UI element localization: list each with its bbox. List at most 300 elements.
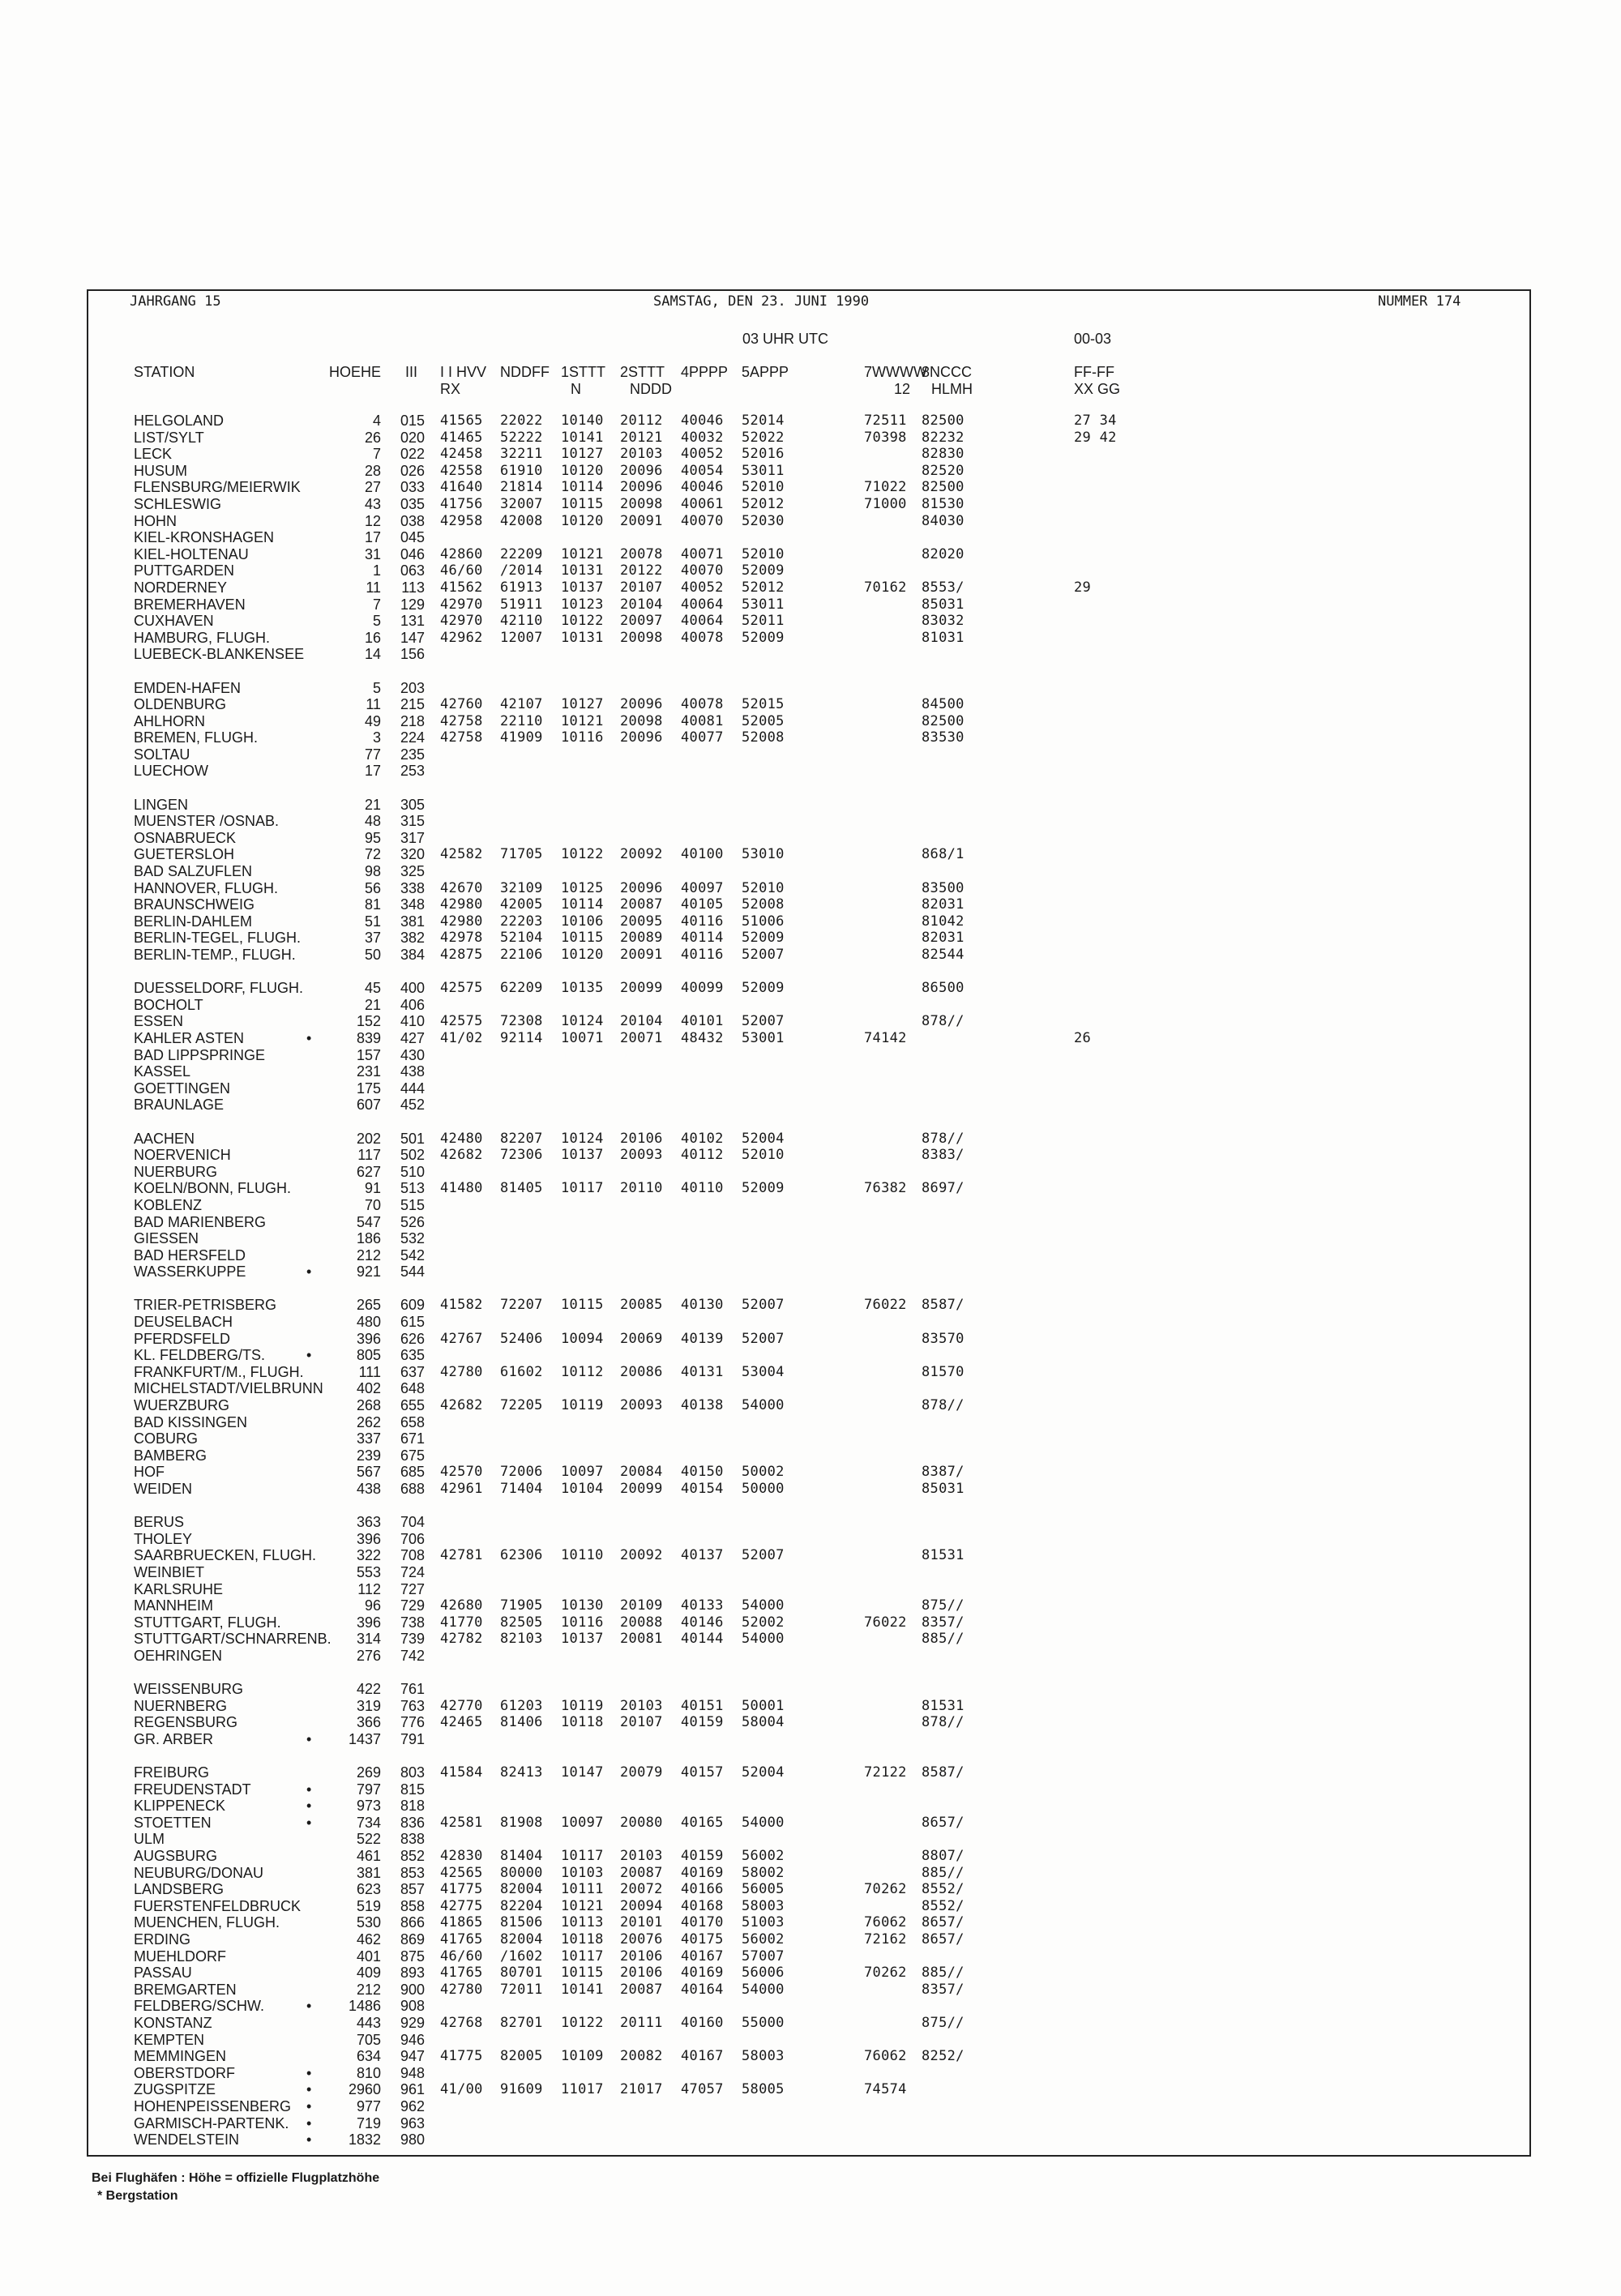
group-gust-value (1074, 1013, 1117, 1030)
station-name: KL. FELDBERG/TS. (134, 1347, 266, 1364)
group-cloud-value: 8552/ (922, 1881, 964, 1898)
station-name: HELGOLAND (134, 413, 225, 429)
group-nddff-value (500, 1047, 543, 1064)
group-cloud-value: 885// (922, 1965, 964, 1982)
group-1-value: 42670 (440, 879, 483, 896)
station-elevation: 16 (364, 629, 381, 646)
station-name: NUERBURG (134, 1163, 218, 1180)
group-spacer (384, 780, 425, 797)
group-nddff-value (500, 1197, 543, 1214)
station-name: STUTTGART/SCHNARRENB. (134, 1631, 331, 1648)
station-index: 325 (400, 863, 425, 880)
mountain-station-marker (306, 1597, 318, 1614)
group-weather-value (864, 863, 907, 880)
group-cloud-value (922, 2098, 964, 2115)
group-nddff-value (500, 1063, 543, 1080)
group-temperature-value: 10131 (561, 562, 604, 579)
mountain-station-marker (306, 830, 318, 847)
group-temperature-value: 10104 (561, 1481, 604, 1497)
station-name: HAMBURG, FLUGH. (134, 629, 271, 646)
group-nddff-value: 72207 (500, 1297, 543, 1314)
group-temperature-value (561, 746, 604, 763)
group-weather-value (864, 763, 907, 780)
station-name: PFERDSFELD (134, 1330, 231, 1347)
group-temperature-value (561, 1314, 604, 1331)
group-gust-value (1074, 1197, 1117, 1214)
group-gust-value (1074, 1263, 1117, 1281)
group-dewpoint-value (620, 1164, 663, 1181)
group-dewpoint-value: 20098 (620, 629, 663, 646)
group-temperature-value (561, 1731, 604, 1748)
group-tendency-value: 50002 (742, 1464, 785, 1481)
station-elevation: 734 (356, 1814, 381, 1831)
group-gust-value (1074, 1597, 1117, 1614)
group-weather-value (864, 1581, 907, 1598)
station-elevation: 70 (364, 1196, 381, 1213)
group-pressure-value (681, 1531, 724, 1548)
group-gust-value (1074, 1731, 1117, 1748)
station-index: 738 (400, 1614, 425, 1631)
station-elevation: 26 (364, 429, 381, 446)
mountain-station-marker (306, 863, 318, 880)
group-tendency-value: 58003 (742, 1897, 785, 1914)
group-spacer (500, 1665, 543, 1682)
group-1-value: 42970 (440, 596, 483, 613)
station-name: BREMEN, FLUGH. (134, 729, 259, 746)
group-1-value (440, 1447, 483, 1464)
station-elevation: 363 (356, 1514, 381, 1531)
group-pressure-value: 40061 (681, 495, 724, 512)
group-gust-value (1074, 646, 1117, 663)
group-nddff-value (500, 1681, 543, 1698)
group-weather-value (864, 997, 907, 1014)
group-temperature-value: 10116 (561, 729, 604, 746)
group-1-value: 42680 (440, 1597, 483, 1614)
time-label: 03 UHR UTC (742, 331, 829, 347)
station-elevation: 3 (372, 729, 381, 746)
station-name: SAARBRUECKEN, FLUGH. (134, 1547, 317, 1564)
group-temperature-value (561, 1380, 604, 1397)
group-gust-value (1074, 630, 1117, 647)
group-weather-value (864, 1080, 907, 1097)
station-name: PUTTGARDEN (134, 562, 235, 579)
group-nddff-value (500, 863, 543, 880)
group-cloud-value (922, 1681, 964, 1698)
group-tendency-value (742, 1831, 785, 1848)
group-pressure-value (681, 680, 724, 697)
station-index: 704 (400, 1514, 425, 1531)
group-spacer (742, 1281, 785, 1298)
group-temperature-value: 10120 (561, 512, 604, 529)
group-tendency-value (742, 1648, 785, 1665)
group-tendency-value: 52004 (742, 1764, 785, 1781)
group-pressure-value: 40133 (681, 1597, 724, 1614)
group-gust-value (1074, 1397, 1117, 1414)
group-spacer (384, 1748, 425, 1765)
station-name: STOETTEN (134, 1814, 212, 1831)
station-elevation: 269 (356, 1764, 381, 1781)
group-nddff-value (500, 2065, 543, 2082)
group-tendency-value: 52012 (742, 495, 785, 512)
station-index: 946 (400, 2031, 425, 2048)
group-nddff-value: 81405 (500, 1180, 543, 1197)
group-nddff-value: 91609 (500, 2081, 543, 2098)
group-1-value (440, 1263, 483, 1281)
group-pressure-value: 40099 (681, 980, 724, 997)
group-weather-value (864, 2131, 907, 2148)
group-temperature-value: 10125 (561, 879, 604, 896)
station-name: KOELN/BONN, FLUGH. (134, 1180, 292, 1197)
station-index: 637 (400, 1363, 425, 1380)
station-name: NUERNBERG (134, 1697, 228, 1714)
group-dewpoint-value (620, 2098, 663, 2115)
group-1-value: 42978 (440, 930, 483, 947)
group-tendency-value: 52014 (742, 413, 785, 429)
group-pressure-value: 40032 (681, 429, 724, 446)
group-weather-value (864, 1364, 907, 1381)
group-temperature-value: 10121 (561, 712, 604, 729)
station-elevation: 17 (364, 763, 381, 780)
group-1-value: 41775 (440, 2048, 483, 2065)
group-weather-value (864, 2115, 907, 2132)
station-elevation: 186 (356, 1230, 381, 1247)
station-elevation: 627 (356, 1163, 381, 1180)
nddff-column (500, 413, 543, 2148)
mountain-station-marker (306, 1948, 318, 1965)
group-spacer (864, 1498, 907, 1515)
station-index: 129 (400, 596, 425, 613)
group-1-value: 41775 (440, 1881, 483, 1898)
group-gust-value (1074, 1998, 1117, 2015)
group-spacer (922, 780, 964, 797)
station-index: 131 (400, 613, 425, 630)
group-nddff-value: 22106 (500, 947, 543, 963)
station-index: 866 (400, 1914, 425, 1931)
group-1-value (440, 746, 483, 763)
group-gust-value (1074, 2015, 1117, 2032)
group-pressure-value (681, 1998, 724, 2015)
group-pressure-value (681, 1681, 724, 1698)
group-tendency-value (742, 1414, 785, 1431)
station-elevation: 553 (356, 1563, 381, 1580)
station-index: 727 (400, 1580, 425, 1597)
group-temperature-value (561, 863, 604, 880)
station-elevation: 319 (356, 1697, 381, 1714)
group-tendency-value (742, 1380, 785, 1397)
group-weather-value (864, 1648, 907, 1665)
group-dewpoint-value: 20109 (620, 1597, 663, 1614)
station-name: FELDBERG/SCHW. (134, 1998, 265, 2015)
group-tendency-value (742, 746, 785, 763)
group-nddff-value: 82505 (500, 1614, 543, 1631)
group-gust-value (1074, 797, 1117, 814)
station-index: 063 (400, 562, 425, 579)
station-elevation: 2960 (348, 2081, 381, 2098)
station-index: 510 (400, 1163, 425, 1180)
group-weather-value (864, 1564, 907, 1581)
group-dewpoint-value (620, 1648, 663, 1665)
group-nddff-value: 61203 (500, 1697, 543, 1714)
group-pressure-value (681, 997, 724, 1014)
mountain-station-marker (306, 546, 318, 563)
group-tendency-value (742, 1314, 785, 1331)
group-tendency-value: 58003 (742, 2048, 785, 2065)
station-name: BAD LIPPSPRINGE (134, 1046, 266, 1063)
group-temperature-value: 10135 (561, 980, 604, 997)
group-1-value (440, 1648, 483, 1665)
group-pressure-value: 40150 (681, 1464, 724, 1481)
station-elevation: 7 (372, 596, 381, 613)
group-cloud-value: 8657/ (922, 1914, 964, 1931)
mountain-station-marker (306, 1931, 318, 1948)
group-nddff-value (500, 1214, 543, 1231)
group-spacer (561, 780, 604, 797)
station-index: 452 (400, 1097, 425, 1114)
group-temperature-value: 10114 (561, 479, 604, 496)
group-gust-value (1074, 1364, 1117, 1381)
group-1-value: 41465 (440, 429, 483, 446)
group-dewpoint-value (620, 1047, 663, 1064)
group-pressure-value: 40167 (681, 1948, 724, 1965)
group-temperature-value: 11017 (561, 2081, 604, 2098)
group-temperature-value (561, 1648, 604, 1665)
group-weather-value: 70162 (864, 579, 907, 596)
group-spacer (440, 663, 483, 680)
group-cloud-value: 8657/ (922, 1814, 964, 1831)
group-1-value: 42958 (440, 512, 483, 529)
group-pressure-value (681, 1247, 724, 1264)
station-index: 156 (400, 646, 425, 663)
station-elevation: 705 (356, 2031, 381, 2048)
group-spacer (1074, 780, 1117, 797)
group-1-value: 41562 (440, 579, 483, 596)
group-nddff-value (500, 1314, 543, 1331)
group-pressure-value (681, 1648, 724, 1665)
group-cloud-value: 8587/ (922, 1764, 964, 1781)
group-cloud-value: 81531 (922, 1697, 964, 1714)
group-dewpoint-value (620, 1731, 663, 1748)
group-tendency-value: 54000 (742, 1397, 785, 1414)
group-nddff-value: 61910 (500, 462, 543, 479)
group-tendency-value: 52007 (742, 1330, 785, 1347)
group-temperature-value (561, 1080, 604, 1097)
group-dewpoint-value (620, 763, 663, 780)
group-weather-value (864, 2065, 907, 2082)
group-dewpoint-value: 20093 (620, 1397, 663, 1414)
group-1-value: 42575 (440, 980, 483, 997)
mountain-station-marker (306, 1164, 318, 1181)
group-1-value (440, 863, 483, 880)
group-1-value (440, 1164, 483, 1181)
group-tendency-value (742, 1430, 785, 1447)
group-spacer (561, 663, 604, 680)
group-dewpoint-value (620, 1197, 663, 1214)
station-name: ULM (134, 1831, 165, 1848)
group-cloud-value (922, 1731, 964, 1748)
group-tendency-value: 52007 (742, 1547, 785, 1564)
group-nddff-value: 72011 (500, 1981, 543, 1998)
group-temperature-value: 10122 (561, 2015, 604, 2031)
group-spacer (440, 1748, 483, 1765)
group-pressure-value: 40046 (681, 479, 724, 496)
station-index: 026 (400, 462, 425, 479)
station-elevation: 212 (356, 1981, 381, 1998)
group-spacer (500, 780, 543, 797)
group-temperature-value (561, 1514, 604, 1531)
group-tendency-value: 52030 (742, 512, 785, 529)
group-gust-value: 29 42 (1074, 429, 1117, 446)
station-elevation: 27 (364, 479, 381, 496)
station-name: BRAUNLAGE (134, 1097, 225, 1114)
group-gust-value (1074, 1447, 1117, 1464)
mountain-station-marker (306, 1131, 318, 1148)
group-gust-value (1074, 1581, 1117, 1598)
group-1-value: 42781 (440, 1547, 483, 1564)
mountain-station-marker (306, 413, 318, 430)
station-index: 893 (400, 1965, 425, 1982)
group-temperature-value (561, 2098, 604, 2115)
station-name: SOLTAU (134, 746, 190, 763)
group-nddff-value: 72306 (500, 1147, 543, 1164)
station-name: WEIDEN (134, 1481, 192, 1497)
group-pressure-value: 40071 (681, 545, 724, 562)
station-elevation: 921 (356, 1263, 381, 1281)
group-pressure-value: 40168 (681, 1897, 724, 1914)
station-name: LINGEN (134, 796, 189, 813)
group-pressure-value (681, 1314, 724, 1331)
group-cloud-value (922, 2131, 964, 2148)
group-spacer (324, 1281, 381, 1298)
group-nddff-value: 82204 (500, 1897, 543, 1914)
group-pressure-value (681, 1197, 724, 1214)
group-pressure-value (681, 1097, 724, 1114)
mountain-station-marker (306, 1764, 318, 1781)
group-1-value (440, 1314, 483, 1331)
group-pressure-value (681, 2131, 724, 2148)
col-header-nddff: NDDFF (500, 364, 550, 380)
group-pressure-value: 40165 (681, 1814, 724, 1831)
group-cloud-value (922, 562, 964, 579)
group-temperature-value (561, 646, 604, 663)
group-dewpoint-value: 20088 (620, 1614, 663, 1631)
station-index: 224 (400, 729, 425, 746)
group-1-value (440, 1414, 483, 1431)
station-elevation: 337 (356, 1430, 381, 1447)
group-spacer (306, 1281, 318, 1298)
group-dewpoint-value: 20099 (620, 1481, 663, 1497)
mountain-station-marker (306, 1965, 318, 1982)
group-spacer (440, 1114, 483, 1131)
group-1-value (440, 1047, 483, 1064)
group-nddff-value (500, 2032, 543, 2049)
group-temperature-value: 10140 (561, 413, 604, 429)
group-nddff-value: 80701 (500, 1965, 543, 1982)
group-cloud-value: 885// (922, 1631, 964, 1648)
group-temperature-value (561, 1414, 604, 1431)
group-temperature-value (561, 2131, 604, 2148)
mountain-station-marker (306, 763, 318, 780)
group-pressure-value (681, 863, 724, 880)
group-weather-value (864, 1097, 907, 1114)
group-cloud-value (922, 1097, 964, 1114)
mountain-station-marker (306, 680, 318, 697)
group-cloud-value (922, 1164, 964, 1181)
group-spacer (324, 663, 381, 680)
station-index: 980 (400, 2131, 425, 2148)
group-pressure-value (681, 2065, 724, 2082)
station-elevation: 21 (364, 996, 381, 1013)
group-dewpoint-value: 20087 (620, 896, 663, 913)
group-weather-value (864, 980, 907, 997)
group-tendency-value: 56006 (742, 1965, 785, 1982)
station-name: FUERSTENFELDBRUCK (134, 1897, 302, 1914)
ff-gg-column (1074, 413, 1117, 2148)
station-elevation: 111 (358, 1363, 381, 1380)
station-index: 515 (400, 1196, 425, 1213)
group-tendency-value: 53001 (742, 1029, 785, 1046)
group-spacer (561, 1281, 604, 1298)
mountain-station-marker (306, 1564, 318, 1581)
group-nddff-value: 42107 (500, 696, 543, 713)
group-tendency-value: 52012 (742, 579, 785, 596)
station-name: LUECHOW (134, 763, 209, 780)
station-elevation: 112 (357, 1580, 381, 1597)
group-dewpoint-value: 20096 (620, 479, 663, 496)
group-cloud-value (922, 1430, 964, 1447)
group-weather-value (864, 562, 907, 579)
group-cloud-value (922, 646, 964, 663)
station-index: 501 (400, 1130, 425, 1147)
group-nddff-value: 22209 (500, 545, 543, 562)
station-elevation: 1486 (348, 1998, 381, 2015)
group-gust-value (1074, 2115, 1117, 2132)
station-elevation: 56 (364, 879, 381, 896)
group-gust-value (1074, 1815, 1117, 1832)
group-1-value: 42961 (440, 1481, 483, 1497)
group-pressure-value: 40175 (681, 1931, 724, 1948)
group-cloud-value (922, 1781, 964, 1798)
group-pressure-value (681, 2098, 724, 2115)
group-temperature-value: 10115 (561, 495, 604, 512)
group-dewpoint-value: 20104 (620, 1013, 663, 1030)
group-nddff-value (500, 1564, 543, 1581)
group-nddff-value (500, 1731, 543, 1748)
group-nddff-value: 42110 (500, 613, 543, 630)
group-dewpoint-value: 20101 (620, 1914, 663, 1931)
station-index: 147 (400, 629, 425, 646)
group-cloud-value: 81531 (922, 1547, 964, 1564)
group-tendency-value: 52016 (742, 446, 785, 463)
group-temperature-value (561, 1347, 604, 1364)
group-dewpoint-value: 20103 (620, 1697, 663, 1714)
group-weather-value (864, 729, 907, 746)
col-header-xx-gg: XX GG (1074, 381, 1121, 397)
station-name: WEISSENBURG (134, 1681, 244, 1698)
station-name: WASSERKUPPE (134, 1263, 246, 1281)
group-dewpoint-value: 20098 (620, 712, 663, 729)
station-name: MUENSTER /OSNAB. (134, 813, 280, 830)
group-gust-value (1074, 479, 1117, 496)
group-nddff-value (500, 529, 543, 546)
mountain-station-marker: • (306, 1998, 312, 2015)
group-dewpoint-value: 20079 (620, 1764, 663, 1781)
group-cloud-value (922, 1347, 964, 1364)
station-elevation: 5 (372, 679, 381, 696)
station-index: 609 (400, 1297, 425, 1314)
mountain-station-marker (306, 1631, 318, 1648)
group-gust-value (1074, 1914, 1117, 1931)
station-name: BAD HERSFELD (134, 1246, 246, 1263)
